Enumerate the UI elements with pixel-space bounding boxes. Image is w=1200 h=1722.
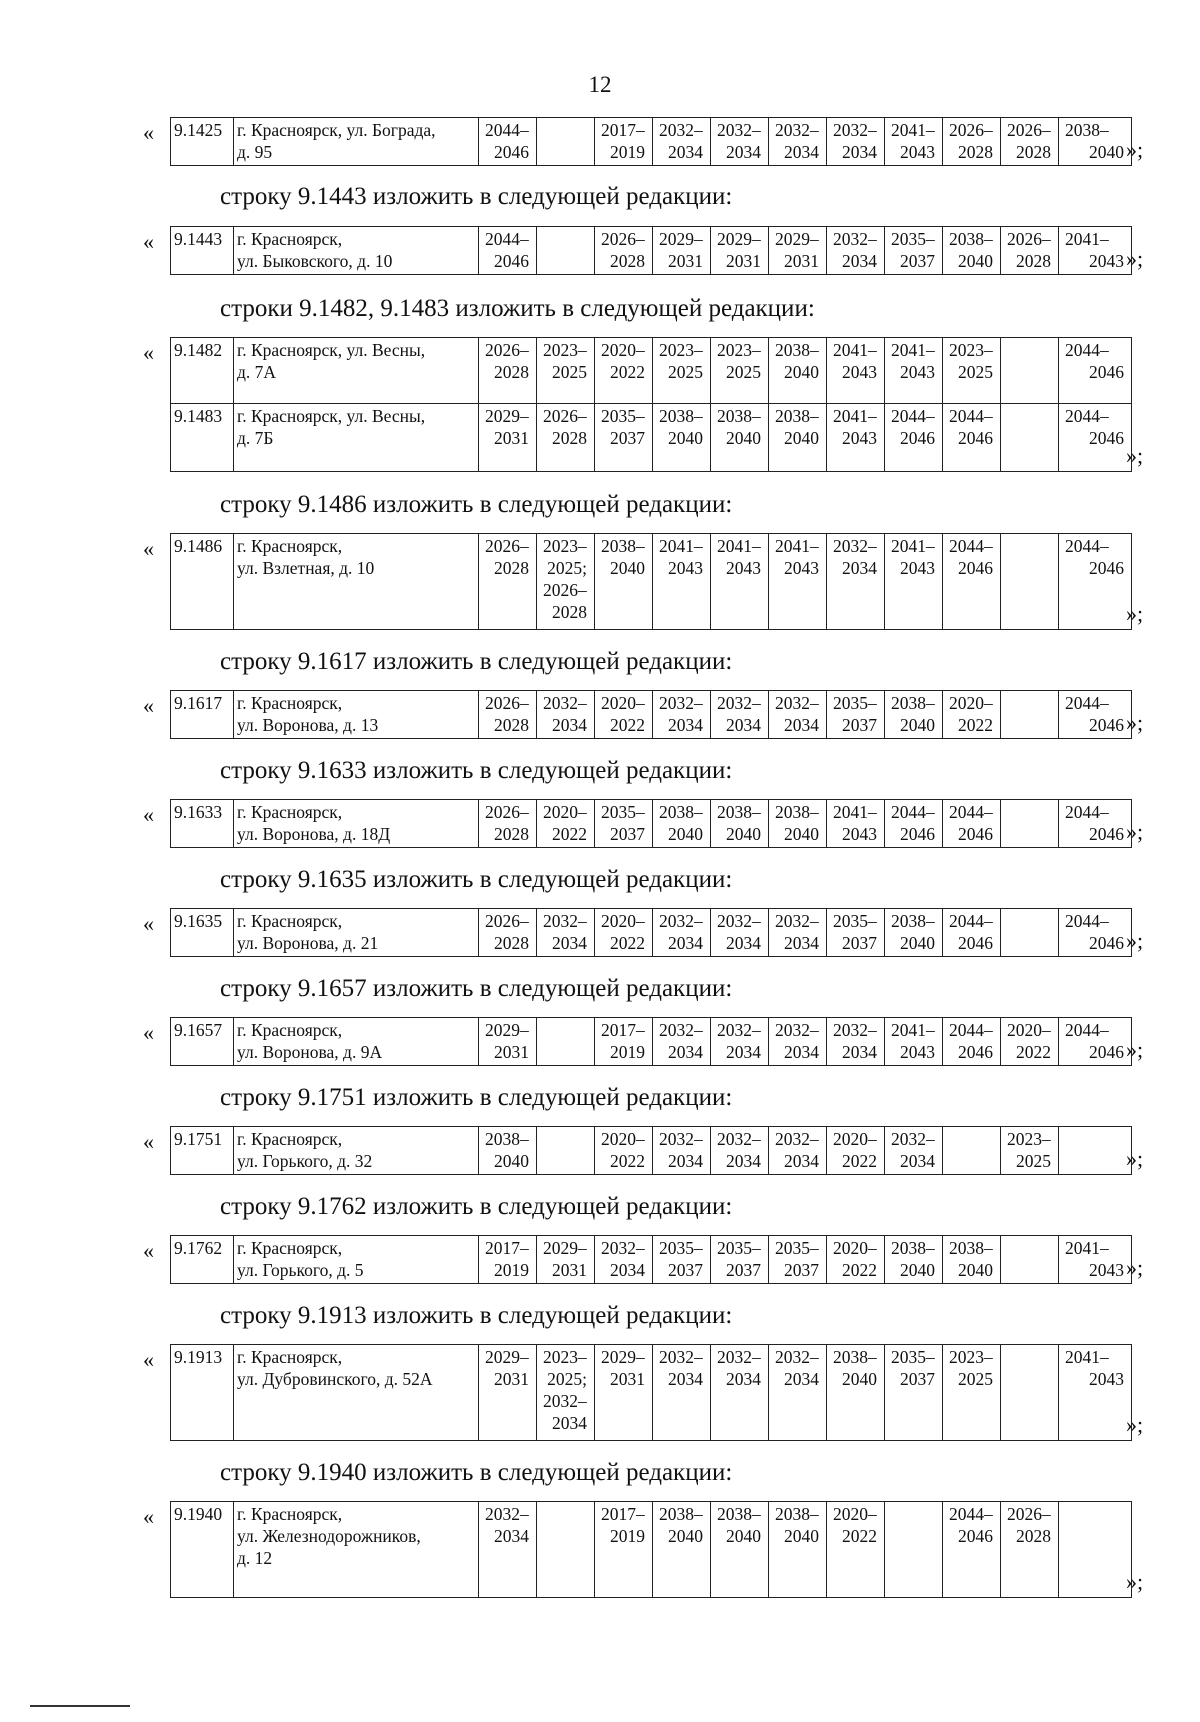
year-range-cell: 2029– 2031 [479, 404, 537, 472]
year-range-cell: 2020– 2022 [595, 909, 653, 957]
year-range-cell: 2023– 2025; 2032– 2034 [537, 1345, 595, 1441]
address-cell: г. Красноярск, ул. Воронова, д. 21 [234, 909, 479, 957]
year-range-cell: 2032– 2034 [769, 1345, 827, 1441]
address-cell: г. Красноярск, ул. Весны, д. 7А [234, 338, 479, 404]
year-range-cell [1001, 404, 1059, 472]
year-range-cell: 2029– 2031 [595, 1345, 653, 1441]
year-range-cell: 2017– 2019 [595, 1018, 653, 1066]
year-range-cell [537, 1127, 595, 1175]
year-range-cell: 2044– 2046 [1059, 534, 1132, 630]
year-range-cell: 2041– 2043 [653, 534, 711, 630]
footer-divider [30, 1705, 130, 1707]
close-quote: »; [1126, 928, 1144, 953]
close-quote: »; [1126, 819, 1144, 844]
address-cell: г. Красноярск, ул. Воронова, д. 9А [234, 1018, 479, 1066]
year-range-cell: 2038– 2040 [943, 227, 1001, 275]
year-range-cell [537, 1018, 595, 1066]
year-range-cell: 2023– 2025 [537, 338, 595, 404]
year-range-cell: 2038– 2040 [769, 338, 827, 404]
year-range-cell: 2035– 2037 [653, 1236, 711, 1284]
amendment-table [170, 117, 1132, 166]
close-quote: »; [1126, 1037, 1144, 1062]
year-range-cell: 2023– 2025 [943, 1345, 1001, 1441]
year-range-cell: 2032– 2034 [827, 227, 885, 275]
close-quote: »; [1126, 601, 1144, 626]
row-number: 9.1940 [171, 1502, 234, 1598]
amendment-table [170, 1017, 1132, 1066]
year-range-cell: 2035– 2037 [827, 691, 885, 739]
close-quote: »; [1126, 710, 1144, 735]
year-range-cell: 2035– 2037 [711, 1236, 769, 1284]
year-range-cell: 2038– 2040 [711, 1502, 769, 1598]
amendment-table [170, 690, 1132, 739]
year-range-cell: 2020– 2022 [537, 800, 595, 848]
year-range-cell: 2038– 2040 [479, 1127, 537, 1175]
year-range-cell: 2026– 2028 [1001, 118, 1059, 166]
year-range-cell [1001, 909, 1059, 957]
year-range-cell: 2038– 2040 [1059, 118, 1132, 166]
year-range-cell: 2038– 2040 [711, 800, 769, 848]
year-range-cell: 2032– 2034 [769, 1127, 827, 1175]
year-range-cell: 2029– 2031 [653, 227, 711, 275]
row-number: 9.1482 [171, 338, 234, 404]
section-heading: строку 9.1617 изложить в следующей редакции: [220, 648, 733, 675]
open-quote: « [143, 911, 154, 936]
year-range-cell: 2035– 2037 [595, 404, 653, 472]
open-quote: « [143, 229, 154, 254]
year-range-cell: 2032– 2034 [537, 691, 595, 739]
year-range-cell: 2035– 2037 [885, 227, 943, 275]
row-number: 9.1762 [171, 1236, 234, 1284]
year-range-cell: 2026– 2028 [479, 534, 537, 630]
year-range-cell: 2032– 2034 [653, 909, 711, 957]
year-range-cell: 2017– 2019 [595, 1502, 653, 1598]
amendment-table [170, 1344, 1132, 1441]
table-row [171, 227, 1132, 275]
year-range-cell: 2023– 2025 [653, 338, 711, 404]
year-range-cell: 2026– 2028 [537, 404, 595, 472]
amendment-table [170, 1501, 1132, 1598]
section-heading: строку 9.1633 изложить в следующей редакции: [220, 757, 733, 784]
table-row [171, 691, 1132, 739]
close-quote: »; [1126, 443, 1144, 468]
year-range-cell: 2020– 2022 [595, 338, 653, 404]
year-range-cell: 2023– 2025 [943, 338, 1001, 404]
year-range-cell: 2020– 2022 [827, 1502, 885, 1598]
section-heading: строку 9.1443 изложить в следующей редакции: [220, 183, 733, 210]
year-range-cell: 2020– 2022 [595, 1127, 653, 1175]
section-heading: строку 9.1940 изложить в следующей редакции: [220, 1459, 733, 1486]
row-number: 9.1751 [171, 1127, 234, 1175]
table-row [171, 1127, 1132, 1175]
table-row [171, 338, 1132, 404]
open-quote: « [143, 340, 154, 365]
year-range-cell: 2029– 2031 [479, 1018, 537, 1066]
open-quote: « [143, 536, 154, 561]
year-range-cell: 2029– 2031 [769, 227, 827, 275]
year-range-cell: 2026– 2028 [1001, 1502, 1059, 1598]
year-range-cell [1001, 534, 1059, 630]
close-quote: »; [1126, 246, 1144, 271]
year-range-cell: 2035– 2037 [595, 800, 653, 848]
year-range-cell: 2032– 2034 [595, 1236, 653, 1284]
year-range-cell: 2032– 2034 [711, 1018, 769, 1066]
year-range-cell: 2041– 2043 [885, 118, 943, 166]
year-range-cell: 2032– 2034 [827, 1018, 885, 1066]
section-heading: строку 9.1762 изложить в следующей редакции: [220, 1193, 733, 1220]
year-range-cell: 2044– 2046 [1059, 691, 1132, 739]
year-range-cell: 2035– 2037 [769, 1236, 827, 1284]
year-range-cell: 2044– 2046 [885, 404, 943, 472]
row-number: 9.1425 [171, 118, 234, 166]
row-number: 9.1913 [171, 1345, 234, 1441]
year-range-cell [537, 1502, 595, 1598]
open-quote: « [143, 1347, 154, 1372]
table-row [171, 800, 1132, 848]
year-range-cell: 2026– 2028 [479, 909, 537, 957]
address-cell: г. Красноярск, ул. Воронова, д. 18Д [234, 800, 479, 848]
year-range-cell: 2032– 2034 [769, 118, 827, 166]
year-range-cell [1001, 800, 1059, 848]
table-row [171, 404, 1132, 472]
year-range-cell [537, 118, 595, 166]
year-range-cell: 2041– 2043 [885, 338, 943, 404]
amendment-table [170, 1235, 1132, 1284]
year-range-cell: 2044– 2046 [1059, 404, 1132, 472]
year-range-cell: 2035– 2037 [827, 909, 885, 957]
open-quote: « [143, 1129, 154, 1154]
year-range-cell: 2044– 2046 [479, 227, 537, 275]
year-range-cell: 2038– 2040 [769, 404, 827, 472]
amendment-table [170, 908, 1132, 957]
table-row [171, 1345, 1132, 1441]
year-range-cell: 2044– 2046 [943, 800, 1001, 848]
row-number: 9.1617 [171, 691, 234, 739]
year-range-cell: 2017– 2019 [479, 1236, 537, 1284]
year-range-cell: 2041– 2043 [1059, 227, 1132, 275]
year-range-cell: 2032– 2034 [711, 1345, 769, 1441]
year-range-cell: 2029– 2031 [537, 1236, 595, 1284]
year-range-cell [1001, 338, 1059, 404]
year-range-cell: 2041– 2043 [1059, 1345, 1132, 1441]
year-range-cell [885, 1502, 943, 1598]
year-range-cell: 2032– 2034 [653, 691, 711, 739]
year-range-cell: 2026– 2028 [943, 118, 1001, 166]
year-range-cell: 2038– 2040 [769, 800, 827, 848]
close-quote: »; [1126, 137, 1144, 162]
table-row [171, 1502, 1132, 1598]
year-range-cell: 2044– 2046 [943, 1502, 1001, 1598]
year-range-cell: 2044– 2046 [1059, 338, 1132, 404]
year-range-cell: 2041– 2043 [885, 1018, 943, 1066]
amendment-table [170, 1126, 1132, 1175]
year-range-cell: 2038– 2040 [769, 1502, 827, 1598]
year-range-cell: 2032– 2034 [653, 1018, 711, 1066]
close-quote: »; [1126, 1255, 1144, 1280]
amendment-table [170, 533, 1132, 630]
open-quote: « [143, 1238, 154, 1263]
year-range-cell: 2041– 2043 [885, 534, 943, 630]
year-range-cell [537, 227, 595, 275]
year-range-cell: 2020– 2022 [1001, 1018, 1059, 1066]
section-heading: строку 9.1913 изложить в следующей редакции: [220, 1302, 733, 1329]
year-range-cell: 2020– 2022 [827, 1127, 885, 1175]
row-number: 9.1486 [171, 534, 234, 630]
amendment-table [170, 799, 1132, 848]
address-cell: г. Красноярск, ул. Весны, д. 7Б [234, 404, 479, 472]
table-row [171, 1018, 1132, 1066]
year-range-cell: 2041– 2043 [827, 404, 885, 472]
year-range-cell: 2044– 2046 [943, 534, 1001, 630]
year-range-cell: 2038– 2040 [653, 800, 711, 848]
row-number: 9.1633 [171, 800, 234, 848]
section-heading: строку 9.1486 изложить в следующей редакции: [220, 491, 733, 518]
amendment-table [170, 337, 1132, 472]
table-row [171, 118, 1132, 166]
open-quote: « [143, 802, 154, 827]
close-quote: »; [1126, 1412, 1144, 1437]
year-range-cell: 2038– 2040 [827, 1345, 885, 1441]
year-range-cell: 2032– 2034 [885, 1127, 943, 1175]
year-range-cell: 2026– 2028 [479, 800, 537, 848]
year-range-cell: 2044– 2046 [1059, 800, 1132, 848]
row-number: 9.1657 [171, 1018, 234, 1066]
year-range-cell: 2041– 2043 [769, 534, 827, 630]
address-cell: г. Красноярск, ул. Быковского, д. 10 [234, 227, 479, 275]
year-range-cell [1059, 1502, 1132, 1598]
open-quote: « [143, 1504, 154, 1529]
section-heading: строку 9.1657 изложить в следующей редакции: [220, 975, 733, 1002]
year-range-cell: 2035– 2037 [885, 1345, 943, 1441]
year-range-cell: 2017– 2019 [595, 118, 653, 166]
section-heading: строку 9.1751 изложить в следующей редакции: [220, 1084, 733, 1111]
year-range-cell: 2041– 2043 [827, 800, 885, 848]
row-number: 9.1443 [171, 227, 234, 275]
year-range-cell: 2041– 2043 [1059, 1236, 1132, 1284]
year-range-cell: 2041– 2043 [827, 338, 885, 404]
year-range-cell: 2038– 2040 [711, 404, 769, 472]
year-range-cell: 2044– 2046 [885, 800, 943, 848]
open-quote: « [143, 1020, 154, 1045]
year-range-cell [1001, 691, 1059, 739]
year-range-cell: 2020– 2022 [595, 691, 653, 739]
year-range-cell: 2026– 2028 [479, 338, 537, 404]
year-range-cell: 2020– 2022 [943, 691, 1001, 739]
year-range-cell: 2032– 2034 [711, 909, 769, 957]
year-range-cell: 2038– 2040 [653, 1502, 711, 1598]
row-number: 9.1483 [171, 404, 234, 472]
year-range-cell: 2041– 2043 [711, 534, 769, 630]
row-number: 9.1635 [171, 909, 234, 957]
year-range-cell [1001, 1345, 1059, 1441]
section-heading: строки 9.1482, 9.1483 изложить в следующей редакции: [220, 295, 815, 322]
year-range-cell: 2026– 2028 [479, 691, 537, 739]
year-range-cell [943, 1127, 1001, 1175]
year-range-cell: 2032– 2034 [827, 118, 885, 166]
year-range-cell: 2020– 2022 [827, 1236, 885, 1284]
year-range-cell: 2032– 2034 [537, 909, 595, 957]
table-row [171, 534, 1132, 630]
year-range-cell: 2023– 2025 [711, 338, 769, 404]
year-range-cell: 2038– 2040 [885, 909, 943, 957]
year-range-cell: 2032– 2034 [711, 1127, 769, 1175]
year-range-cell: 2026– 2028 [1001, 227, 1059, 275]
section-heading: строку 9.1635 изложить в следующей редакции: [220, 866, 733, 893]
year-range-cell: 2026– 2028 [595, 227, 653, 275]
year-range-cell [1059, 1127, 1132, 1175]
address-cell: г. Красноярск, ул. Взлетная, д. 10 [234, 534, 479, 630]
year-range-cell: 2044– 2046 [1059, 909, 1132, 957]
address-cell: г. Красноярск, ул. Бограда, д. 95 [234, 118, 479, 166]
open-quote: « [143, 120, 154, 145]
open-quote: « [143, 693, 154, 718]
year-range-cell: 2023– 2025; 2026– 2028 [537, 534, 595, 630]
year-range-cell: 2032– 2034 [827, 534, 885, 630]
page-number: 12 [588, 72, 612, 97]
year-range-cell: 2032– 2034 [711, 118, 769, 166]
close-quote: »; [1126, 1569, 1144, 1594]
year-range-cell: 2044– 2046 [943, 1018, 1001, 1066]
year-range-cell: 2038– 2040 [595, 534, 653, 630]
year-range-cell: 2038– 2040 [885, 691, 943, 739]
year-range-cell: 2038– 2040 [653, 404, 711, 472]
year-range-cell: 2044– 2046 [943, 909, 1001, 957]
year-range-cell: 2032– 2034 [769, 1018, 827, 1066]
year-range-cell: 2044– 2046 [1059, 1018, 1132, 1066]
address-cell: г. Красноярск, ул. Воронова, д. 13 [234, 691, 479, 739]
year-range-cell: 2032– 2034 [769, 691, 827, 739]
amendment-table [170, 226, 1132, 275]
year-range-cell: 2029– 2031 [711, 227, 769, 275]
address-cell: г. Красноярск, ул. Дубровинского, д. 52А [234, 1345, 479, 1441]
address-cell: г. Красноярск, ул. Горького, д. 5 [234, 1236, 479, 1284]
year-range-cell: 2032– 2034 [653, 1345, 711, 1441]
year-range-cell [1001, 1236, 1059, 1284]
year-range-cell: 2044– 2046 [943, 404, 1001, 472]
year-range-cell: 2032– 2034 [653, 1127, 711, 1175]
year-range-cell: 2032– 2034 [769, 909, 827, 957]
table-row [171, 1236, 1132, 1284]
year-range-cell: 2038– 2040 [885, 1236, 943, 1284]
year-range-cell: 2023– 2025 [1001, 1127, 1059, 1175]
year-range-cell: 2044– 2046 [479, 118, 537, 166]
year-range-cell: 2038– 2040 [943, 1236, 1001, 1284]
year-range-cell: 2032– 2034 [479, 1502, 537, 1598]
year-range-cell: 2032– 2034 [711, 691, 769, 739]
table-row [171, 909, 1132, 957]
year-range-cell: 2029– 2031 [479, 1345, 537, 1441]
address-cell: г. Красноярск, ул. Железнодорожников, д. 12 [234, 1502, 479, 1598]
address-cell: г. Красноярск, ул. Горького, д. 32 [234, 1127, 479, 1175]
close-quote: »; [1126, 1146, 1144, 1171]
year-range-cell: 2032– 2034 [653, 118, 711, 166]
